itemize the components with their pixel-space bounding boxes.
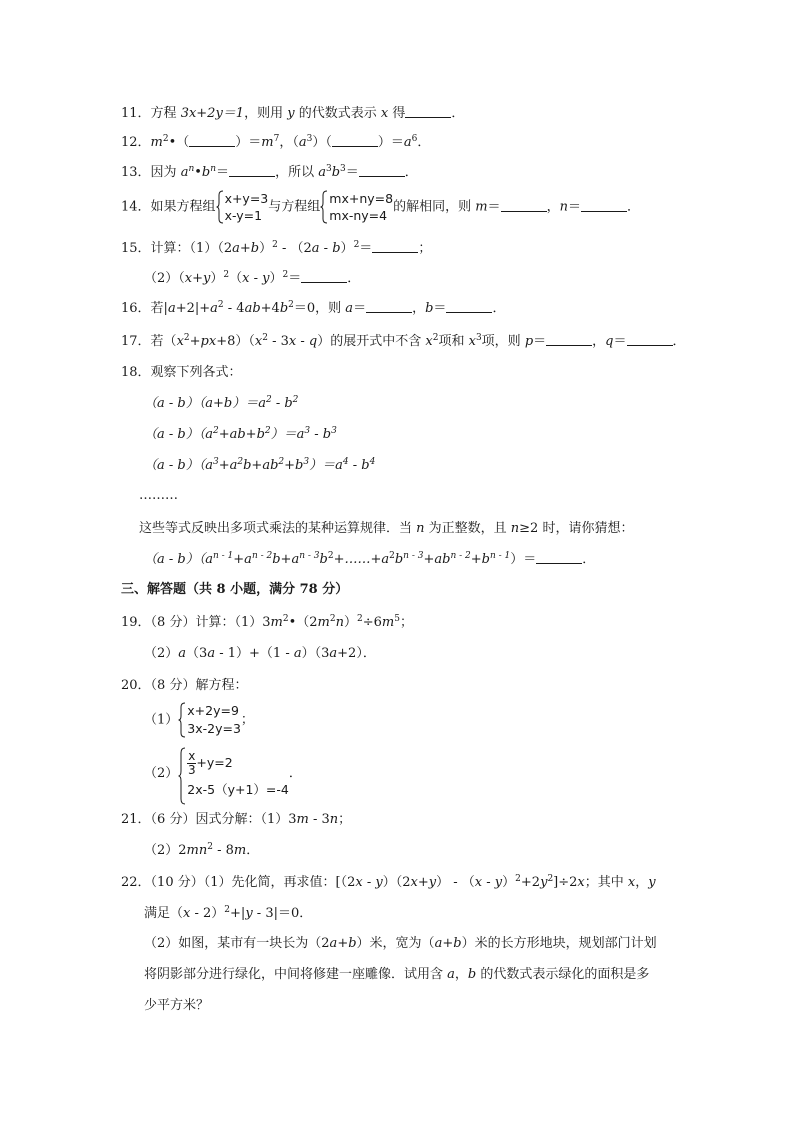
- answer-blank: [405, 105, 451, 118]
- section-heading: 三、解答题（共 8 小题，满分 78 分）: [121, 582, 349, 597]
- fraction: $\frac{x}{3}$: [188, 748, 196, 777]
- equation-system-1: x+y=3 x-y=1: [216, 190, 269, 224]
- answer-blank: [627, 333, 673, 346]
- equation-system: $\frac{x}{3}$ +y=2 2x-5（y+1）=-4: [178, 747, 289, 801]
- equation-system-2: mx+ny=8 mx-ny=4: [320, 190, 393, 224]
- question-22-line-1: 22．（10 分）（1）先化简，再求值：$[(2x - y)(2x+y) - (x - y)^2+2y^2]\div 2x$；其中 x，y: [121, 874, 656, 890]
- identity-2: $(a - b)(a^2+ab+b^2)=a^3 - b^3$: [144, 426, 337, 442]
- answer-blank: [366, 300, 412, 313]
- equation-system: x+2y=9 3x-2y=3: [178, 702, 241, 738]
- answer-blank: [581, 199, 627, 212]
- question-22-line-4: 将阴影部分进行绿化，中间将修建一座雕像．试用含 a，b 的代数式表示绿化的面积是多: [144, 967, 650, 982]
- question-11: 11．方程 3x+2y＝1，则用 y 的代数式表示 x 得 ．: [121, 106, 465, 121]
- left-brace-icon: [216, 190, 224, 224]
- identity-3: $(a - b)(a^3+a^2b+ab^2+b^3)=a^4 - b^4$: [144, 457, 376, 473]
- answer-blank: [229, 164, 275, 177]
- question-20-part-1: （1） x+2y=9 3x-2y=3 ；: [144, 703, 254, 736]
- answer-blank: [501, 199, 547, 212]
- left-brace-icon: [178, 747, 186, 805]
- question-19-line-2: （2）a（3a - 1）+（1 - a）（3a+2）．: [144, 646, 376, 661]
- question-14: 14．如果方程组 x+y=3 x-y=1 与方程组 mx+ny=8 mx-ny=4 的解相同，则 m＝ ，n＝ ．: [121, 191, 640, 223]
- question-15-line-1: 15．计算：$(1)(2a+b)^2 - (2a - b)^2=$ ；: [121, 240, 432, 256]
- answer-blank: [446, 300, 492, 313]
- question-22-line-5: 少平方米？: [144, 998, 210, 1013]
- question-13: 13．因为 $a^n•b^n=$ ，所以 $a^3b^3=$ ．: [121, 164, 418, 180]
- guess-prompt: 这些等式反映出多项式乘法的某种运算规律．当 n 为正整数，且 n≥2 时，请你猜想：: [139, 521, 634, 536]
- answer-blank: [189, 134, 235, 147]
- question-20-title: 20．（8 分）解方程：: [121, 678, 248, 693]
- question-17: 17．若$(x^2+px+8)(x^2 - 3x - q)$的展开式中不含 $x^2$项和 $x^3$项，则 p＝ ，q＝ ．: [121, 333, 686, 349]
- question-18-title: 18．观察下列各式：: [121, 365, 242, 380]
- question-19-line-1: 19．（8 分）计算：$(1)3m^2•(2m^2n)^2\div 6m^5$；: [121, 614, 413, 630]
- ellipsis: ………: [139, 488, 178, 503]
- question-21-line-2: $(2)2mn^2 - 8m$．: [144, 842, 260, 858]
- answer-blank: [332, 134, 378, 147]
- question-21-line-1: 21．（6 分）因式分解：（1）3m - 3n；: [121, 812, 352, 827]
- answer-blank: [359, 164, 405, 177]
- question-16: 16．若$|a+2|+a^2 - 4ab+4b^2=0$，则 a＝ ，b＝ ．: [121, 300, 506, 316]
- question-20-part-2: （2） $\frac{x}{3}$ +y=2 2x-5（y+1）=-4 ．: [144, 745, 302, 803]
- answer-blank: [536, 551, 582, 564]
- identity-1: $(a - b)(a+b)=a^2 - b^2$: [144, 395, 299, 411]
- answer-blank: [301, 270, 347, 283]
- guess-expression: $(a - b)(a^{n - 1}+a^{n - 2}b+a^{n - 3}b^2+\dots\dots+a^2b^{n - 3}+ab^{n - 2}+b^{n - 1})=$ ．: [144, 551, 596, 567]
- question-12: 12．$m^2•$（ ）$=m^7$，$(a^3)$（ ）$=a^6$．: [121, 134, 431, 150]
- left-brace-icon: [178, 702, 186, 738]
- answer-blank: [372, 240, 418, 253]
- question-15-line-2: $(2)(x+y)^2(x - y)^2=$ ．: [144, 270, 361, 286]
- question-22-line-2: 满足（x - 2）$^2$+|y - 3|＝0．: [144, 905, 313, 921]
- question-22-line-3: （2）如图，某市有一块长为（2a+b）米，宽为（a+b）米的长方形地块，规划部门计划: [144, 936, 657, 951]
- answer-blank: [546, 333, 592, 346]
- left-brace-icon: [320, 190, 328, 224]
